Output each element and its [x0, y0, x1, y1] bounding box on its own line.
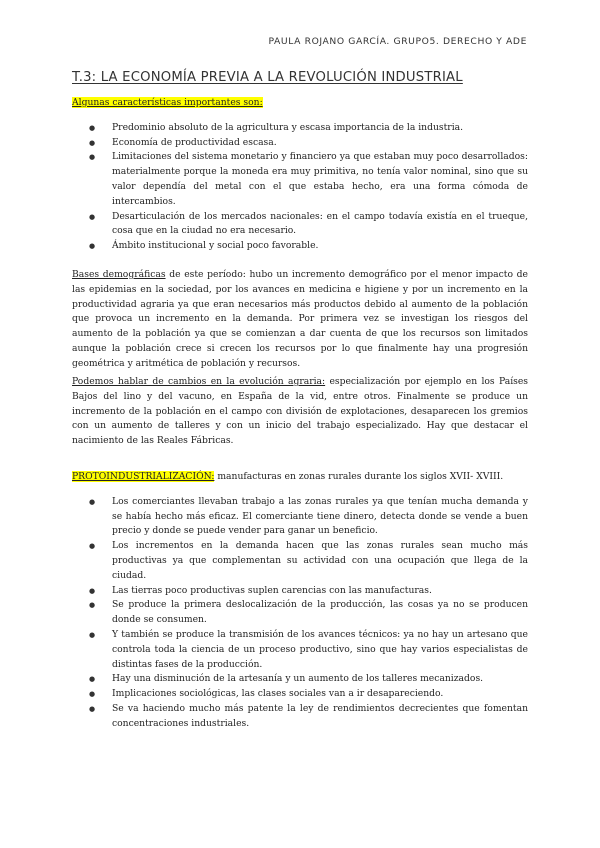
section-heading-characteristics: Algunas características importantes son: [72, 97, 263, 108]
characteristics-list [72, 121, 528, 254]
text-agrarian: especialización por ejemplo en los Países Bajos del lino y del vacuno, en España de la vid, entre otros. Finalmente se produce un incremento de la población en el campo con división de explotaciones, desaparecen los gremios con un aumento de talleres y con un inicio del trabajo especializado. Hay que destacar el nacimiento de las Reales Fábricas. [72, 376, 528, 447]
running-header: PAULA ROJANO GARCÍA. GRUPO5. DERECHO Y ADE [268, 36, 527, 47]
section-agrarian [72, 375, 528, 449]
lead-agrarian: Podemos hablar de cambios en la evolución agraria: [72, 376, 326, 387]
list-item: ● Las tierras poco productivas suplen carencias con las manufacturas. [72, 584, 528, 599]
list-item: ● Ámbito institucional y social poco favorable. [72, 239, 528, 254]
list-item: ● Se produce la primera deslocalización de la producción, las cosas ya no se producen donde se consumen. [72, 598, 528, 628]
list-item: ● Predominio absoluto de la agricultura y escasa importancia de la industria. [72, 121, 528, 136]
protoindustrialization-list [72, 495, 528, 732]
text-demographics: de este período: hubo un incremento demográfico por el menor impacto de las epidemias en la sociedad, por los avances en medicina e higiene y por un incremento en la productividad agraria ya que eran necesarios más productos debido al aumento de la población que provoca un incremento en la demanda. Por primera vez se investigan los riesgos del aumento de la población ya que se comienzan a dar cuenta de que los recursos son limitados aunque la población crece si crecen los recursos por lo que finalmente hay una progresión geométrica y aritmética de población y recursos. [72, 269, 528, 369]
list-item: ● Los incrementos en la demanda hacen que las zonas rurales sean mucho más productivas ya que complementan su actividad con una ocupación que llega de la ciudad. [72, 539, 528, 583]
list-item: ● Y también se produce la transmisión de los avances técnicos: ya no hay un artesano que controla toda la ciencia de un proceso productivo, sino que hay varios especialistas de distintas fases de la producción. [72, 628, 528, 672]
document-title: T.3: LA ECONOMÍA PREVIA A LA REVOLUCIÓN INDUSTRIAL [72, 70, 463, 85]
list-item: ● Desarticulación de los mercados nacionales: en el campo todavía existía en el trueque, cosa que en la ciudad no era necesario. [72, 210, 528, 240]
section-characteristics [72, 96, 528, 254]
paragraph-demographics [72, 268, 528, 372]
lead-demographics: Bases demográficas [72, 269, 166, 280]
section-protoindustrialization [72, 470, 528, 732]
paragraph-agrarian [72, 375, 528, 449]
list-item: ● Implicaciones sociológicas, las clases sociales van a ir desapareciendo. [72, 687, 528, 702]
section-heading-protoindustrialization: PROTOINDUSTRIALIZACIÓN: [72, 471, 215, 482]
list-item: ● Se va haciendo mucho más patente la ley de rendimientos decrecientes que fomentan concentraciones industriales. [72, 702, 528, 732]
list-item: ● Limitaciones del sistema monetario y financiero ya que estaban muy poco desarrollados: materialmente porque la moneda era muy primitiva, no tenía valor nominal, sino que su valor dependía del metal con el que estaba hecho, era una forma cómoda de intercambios. [72, 150, 528, 209]
section-heading-rest: manufacturas en zonas rurales durante los siglos XVII- XVIII. [214, 471, 504, 482]
list-item: ● Hay una disminución de la artesanía y un aumento de los talleres mecanizados. [72, 672, 528, 687]
list-item: ● Los comerciantes llevaban trabajo a las zonas rurales ya que tenían mucha demanda y se había hecho más eficaz. El comerciante tiene dinero, detecta donde se vende a buen precio y donde se puede vender para ganar un beneficio. [72, 495, 528, 539]
section-demographics [72, 268, 528, 372]
list-item: ● Economía de productividad escasa. [72, 136, 528, 151]
